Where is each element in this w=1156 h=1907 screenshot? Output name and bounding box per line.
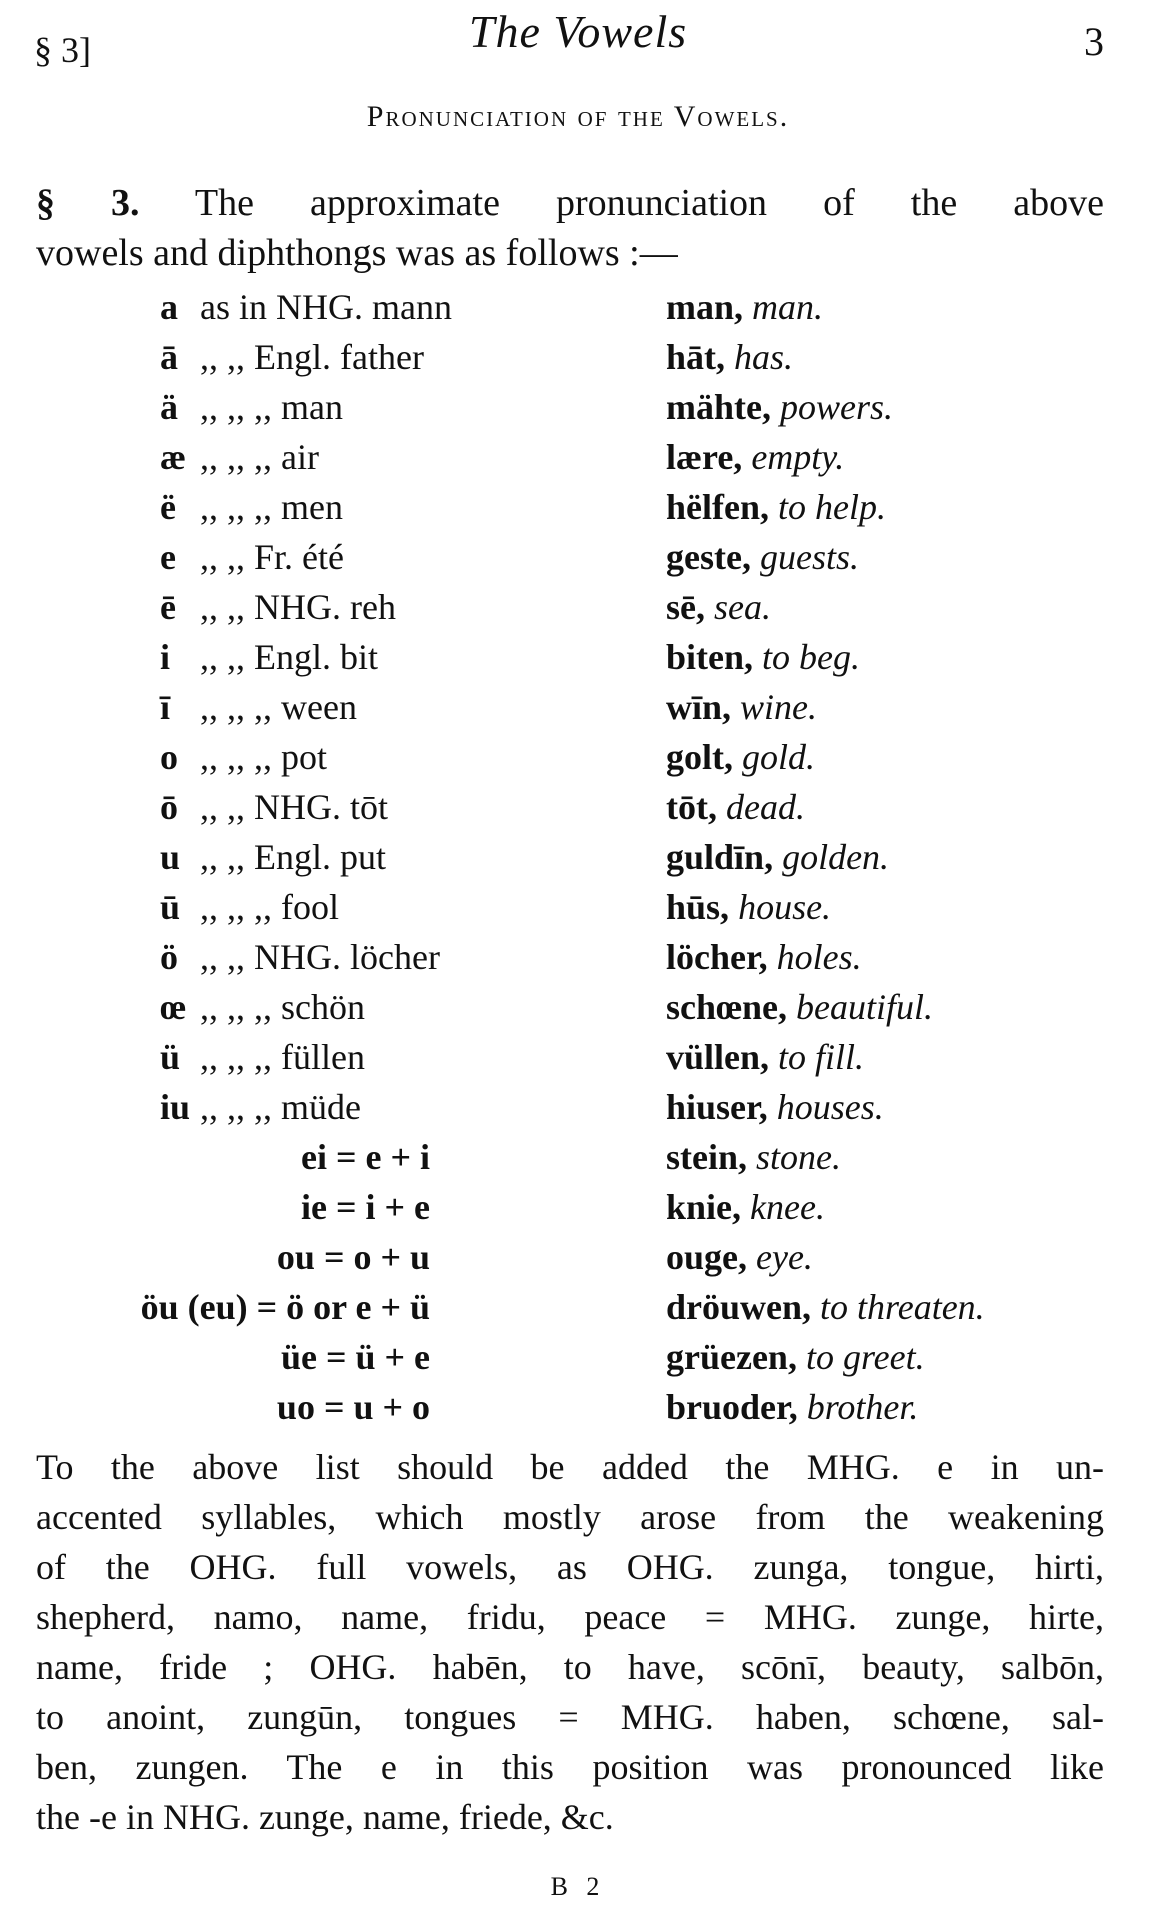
example-word: wīn, [666, 687, 732, 727]
vowel-description: ,, ,, ,, air [200, 437, 319, 477]
vowel-symbol: ō [160, 787, 178, 827]
vowel-row [0, 932, 1156, 982]
diphthong-row [0, 1332, 1156, 1382]
vowel-description: ,, ,, ,, men [200, 487, 343, 527]
example-gloss: dead. [725, 787, 805, 827]
body-paragraph [36, 1442, 1104, 1842]
vowel-description: ,, ,, NHG. tōt [200, 787, 388, 827]
vowel-example [666, 682, 817, 732]
paragraph-line: shepherd, namo, name, fridu, peace = MHG. zunge, hirte, [36, 1597, 1104, 1637]
example-gloss: eye. [756, 1237, 813, 1277]
diphthong-formula: uo = u + o [276, 1387, 430, 1427]
example-word: lære, [666, 437, 743, 477]
diphthong-formula: ou = o + u [276, 1237, 430, 1277]
example-gloss: brother. [806, 1387, 919, 1427]
vowel-symbol: a [160, 287, 178, 327]
vowel-symbol: i [160, 637, 171, 677]
example-gloss: to threaten. [820, 1287, 985, 1327]
section-number: § 3. [36, 182, 140, 224]
vowel-symbol: æ [160, 437, 186, 477]
paragraph-line: the -e in NHG. zunge, name, friede, &c. [36, 1797, 614, 1837]
diphthong-example [666, 1282, 985, 1332]
diphthong-formula: ie = i + e [301, 1187, 430, 1227]
vowel-row [0, 432, 1156, 482]
vowel-example [666, 332, 793, 382]
vowel-example [666, 832, 889, 882]
example-word: tōt, [666, 787, 717, 827]
vowel-row [0, 482, 1156, 532]
example-word: grüezen, [666, 1337, 797, 1377]
example-gloss: beautiful. [796, 987, 934, 1027]
paragraph-line: of the OHG. full vowels, as OHG. zunga, tongue, hirti, [36, 1547, 1104, 1587]
paragraph-line: name, fride ; OHG. habēn, to have, scōnī, beauty, salbōn, [36, 1647, 1104, 1687]
diphthong-formula: üe = ü + e [280, 1337, 430, 1377]
vowel-symbol: œ [160, 987, 186, 1027]
vowel-row [0, 1032, 1156, 1082]
example-gloss: knee. [750, 1187, 825, 1227]
signature-mark: B 2 [550, 1872, 606, 1901]
vowel-description: ,, ,, ,, müde [200, 1087, 361, 1127]
vowel-symbol: ä [160, 387, 178, 427]
example-word: guldīn, [666, 837, 774, 877]
vowel-example [666, 632, 860, 682]
example-gloss: to beg. [762, 637, 860, 677]
vowel-description: ,, ,, NHG. reh [200, 587, 396, 627]
vowel-symbol: ī [160, 687, 171, 727]
example-gloss: man. [752, 287, 824, 327]
vowel-row [0, 632, 1156, 682]
vowel-description: ,, ,, NHG. löcher [200, 937, 440, 977]
example-word: hëlfen, [666, 487, 769, 527]
vowel-symbol: ü [160, 1037, 181, 1077]
vowel-description: ,, ,, ,, schön [200, 987, 365, 1027]
vowel-description: ,, ,, Engl. father [200, 337, 424, 377]
vowel-symbol: ö [160, 937, 178, 977]
vowel-example [666, 782, 805, 832]
vowel-symbol: ā [160, 337, 178, 377]
paragraph-line: To the above list should be added the MHG. e in un- [36, 1447, 1104, 1487]
example-word: ouge, [666, 1237, 747, 1277]
example-gloss: has. [734, 337, 794, 377]
vowel-row [0, 582, 1156, 632]
running-title: The Vowels [468, 6, 688, 57]
example-word: dröuwen, [666, 1287, 812, 1327]
vowel-description: ,, ,, ,, füllen [200, 1037, 365, 1077]
vowel-row [0, 382, 1156, 432]
vowel-symbol: iu [160, 1087, 191, 1127]
section-heading: Pronunciation of the Vowels. [366, 100, 790, 133]
intro-line-1 [36, 178, 1104, 228]
example-gloss: to greet. [805, 1337, 925, 1377]
vowel-example [666, 932, 862, 982]
vowel-row [0, 732, 1156, 782]
diphthong-example [666, 1382, 918, 1432]
example-word: stein, [666, 1137, 747, 1177]
example-word: hiuser, [666, 1087, 768, 1127]
vowel-row [0, 982, 1156, 1032]
diphthong-example [666, 1232, 813, 1282]
vowel-example [666, 882, 831, 932]
example-word: bruoder, [666, 1387, 798, 1427]
vowel-example [666, 1082, 884, 1132]
diphthong-example [666, 1182, 825, 1232]
diphthong-row [0, 1132, 1156, 1182]
example-word: löcher, [666, 937, 768, 977]
vowel-example [666, 282, 823, 332]
example-gloss: guests. [759, 537, 859, 577]
example-gloss: sea. [714, 587, 771, 627]
diphthong-row [0, 1282, 1156, 1332]
example-word: mähte, [666, 387, 771, 427]
vowel-row [0, 782, 1156, 832]
vowel-example [666, 532, 859, 582]
vowel-description: as in NHG. mann [200, 287, 452, 327]
vowel-symbol: e [160, 537, 176, 577]
vowel-row [0, 882, 1156, 932]
example-word: hāt, [666, 337, 726, 377]
vowel-example [666, 1032, 864, 1082]
example-gloss: powers. [779, 387, 893, 427]
example-word: knie, [666, 1187, 742, 1227]
example-gloss: stone. [756, 1137, 841, 1177]
vowel-description: ,, ,, Engl. bit [200, 637, 378, 677]
vowel-symbol: ē [160, 587, 176, 627]
example-word: schœne, [666, 987, 788, 1027]
vowel-row [0, 532, 1156, 582]
vowel-example [666, 982, 933, 1032]
intro-text-1: The approximate pronunciation of the above [194, 182, 1104, 224]
vowel-row [0, 1082, 1156, 1132]
example-word: hūs, [666, 887, 730, 927]
paragraph-line: ben, zungen. The e in this position was pronounced like [36, 1747, 1104, 1787]
vowel-symbol: o [160, 737, 178, 777]
example-word: geste, [666, 537, 751, 577]
vowel-description: ,, ,, Fr. été [200, 537, 344, 577]
vowel-example [666, 432, 844, 482]
example-gloss: houses. [776, 1087, 884, 1127]
example-gloss: to fill. [778, 1037, 865, 1077]
paragraph-line: to anoint, zungūn, tongues = MHG. haben, schœne, sal- [36, 1697, 1104, 1737]
example-word: vüllen, [666, 1037, 770, 1077]
vowel-row [0, 682, 1156, 732]
section-marker: § 3] [34, 30, 91, 70]
page-number: 3 [1084, 19, 1104, 64]
vowel-description: ,, ,, ,, ween [200, 687, 357, 727]
example-gloss: to help. [778, 487, 886, 527]
example-word: golt, [666, 737, 733, 777]
vowel-row [0, 832, 1156, 882]
vowel-row [0, 282, 1156, 332]
vowel-description: ,, ,, Engl. put [200, 837, 386, 877]
example-word: sē, [666, 587, 705, 627]
diphthong-example [666, 1332, 925, 1382]
vowel-description: ,, ,, ,, man [200, 387, 343, 427]
example-gloss: gold. [742, 737, 816, 777]
diphthong-row [0, 1182, 1156, 1232]
diphthong-row [0, 1232, 1156, 1282]
example-word: biten, [666, 637, 754, 677]
example-gloss: empty. [751, 437, 845, 477]
vowel-example [666, 732, 815, 782]
vowel-description: ,, ,, ,, pot [200, 737, 328, 777]
vowel-example [666, 382, 893, 432]
vowel-symbol: u [160, 837, 181, 877]
example-gloss: golden. [782, 837, 890, 877]
intro-line-2: vowels and diphthongs was as follows :— [36, 232, 678, 274]
vowel-symbol: ë [160, 487, 176, 527]
vowel-example [666, 582, 771, 632]
diphthong-example [666, 1132, 841, 1182]
example-gloss: wine. [740, 687, 818, 727]
example-gloss: house. [738, 887, 832, 927]
example-word: man, [666, 287, 744, 327]
vowel-row [0, 332, 1156, 382]
paragraph-line: accented syllables, which mostly arose from the weakening [36, 1497, 1104, 1537]
diphthong-row [0, 1382, 1156, 1432]
diphthong-formula: öu (eu) = ö or e + ü [140, 1287, 430, 1327]
example-gloss: holes. [776, 937, 862, 977]
vowel-example [666, 482, 886, 532]
diphthong-formula: ei = e + i [301, 1137, 430, 1177]
vowel-symbol: ū [160, 887, 181, 927]
vowel-description: ,, ,, ,, fool [200, 887, 339, 927]
